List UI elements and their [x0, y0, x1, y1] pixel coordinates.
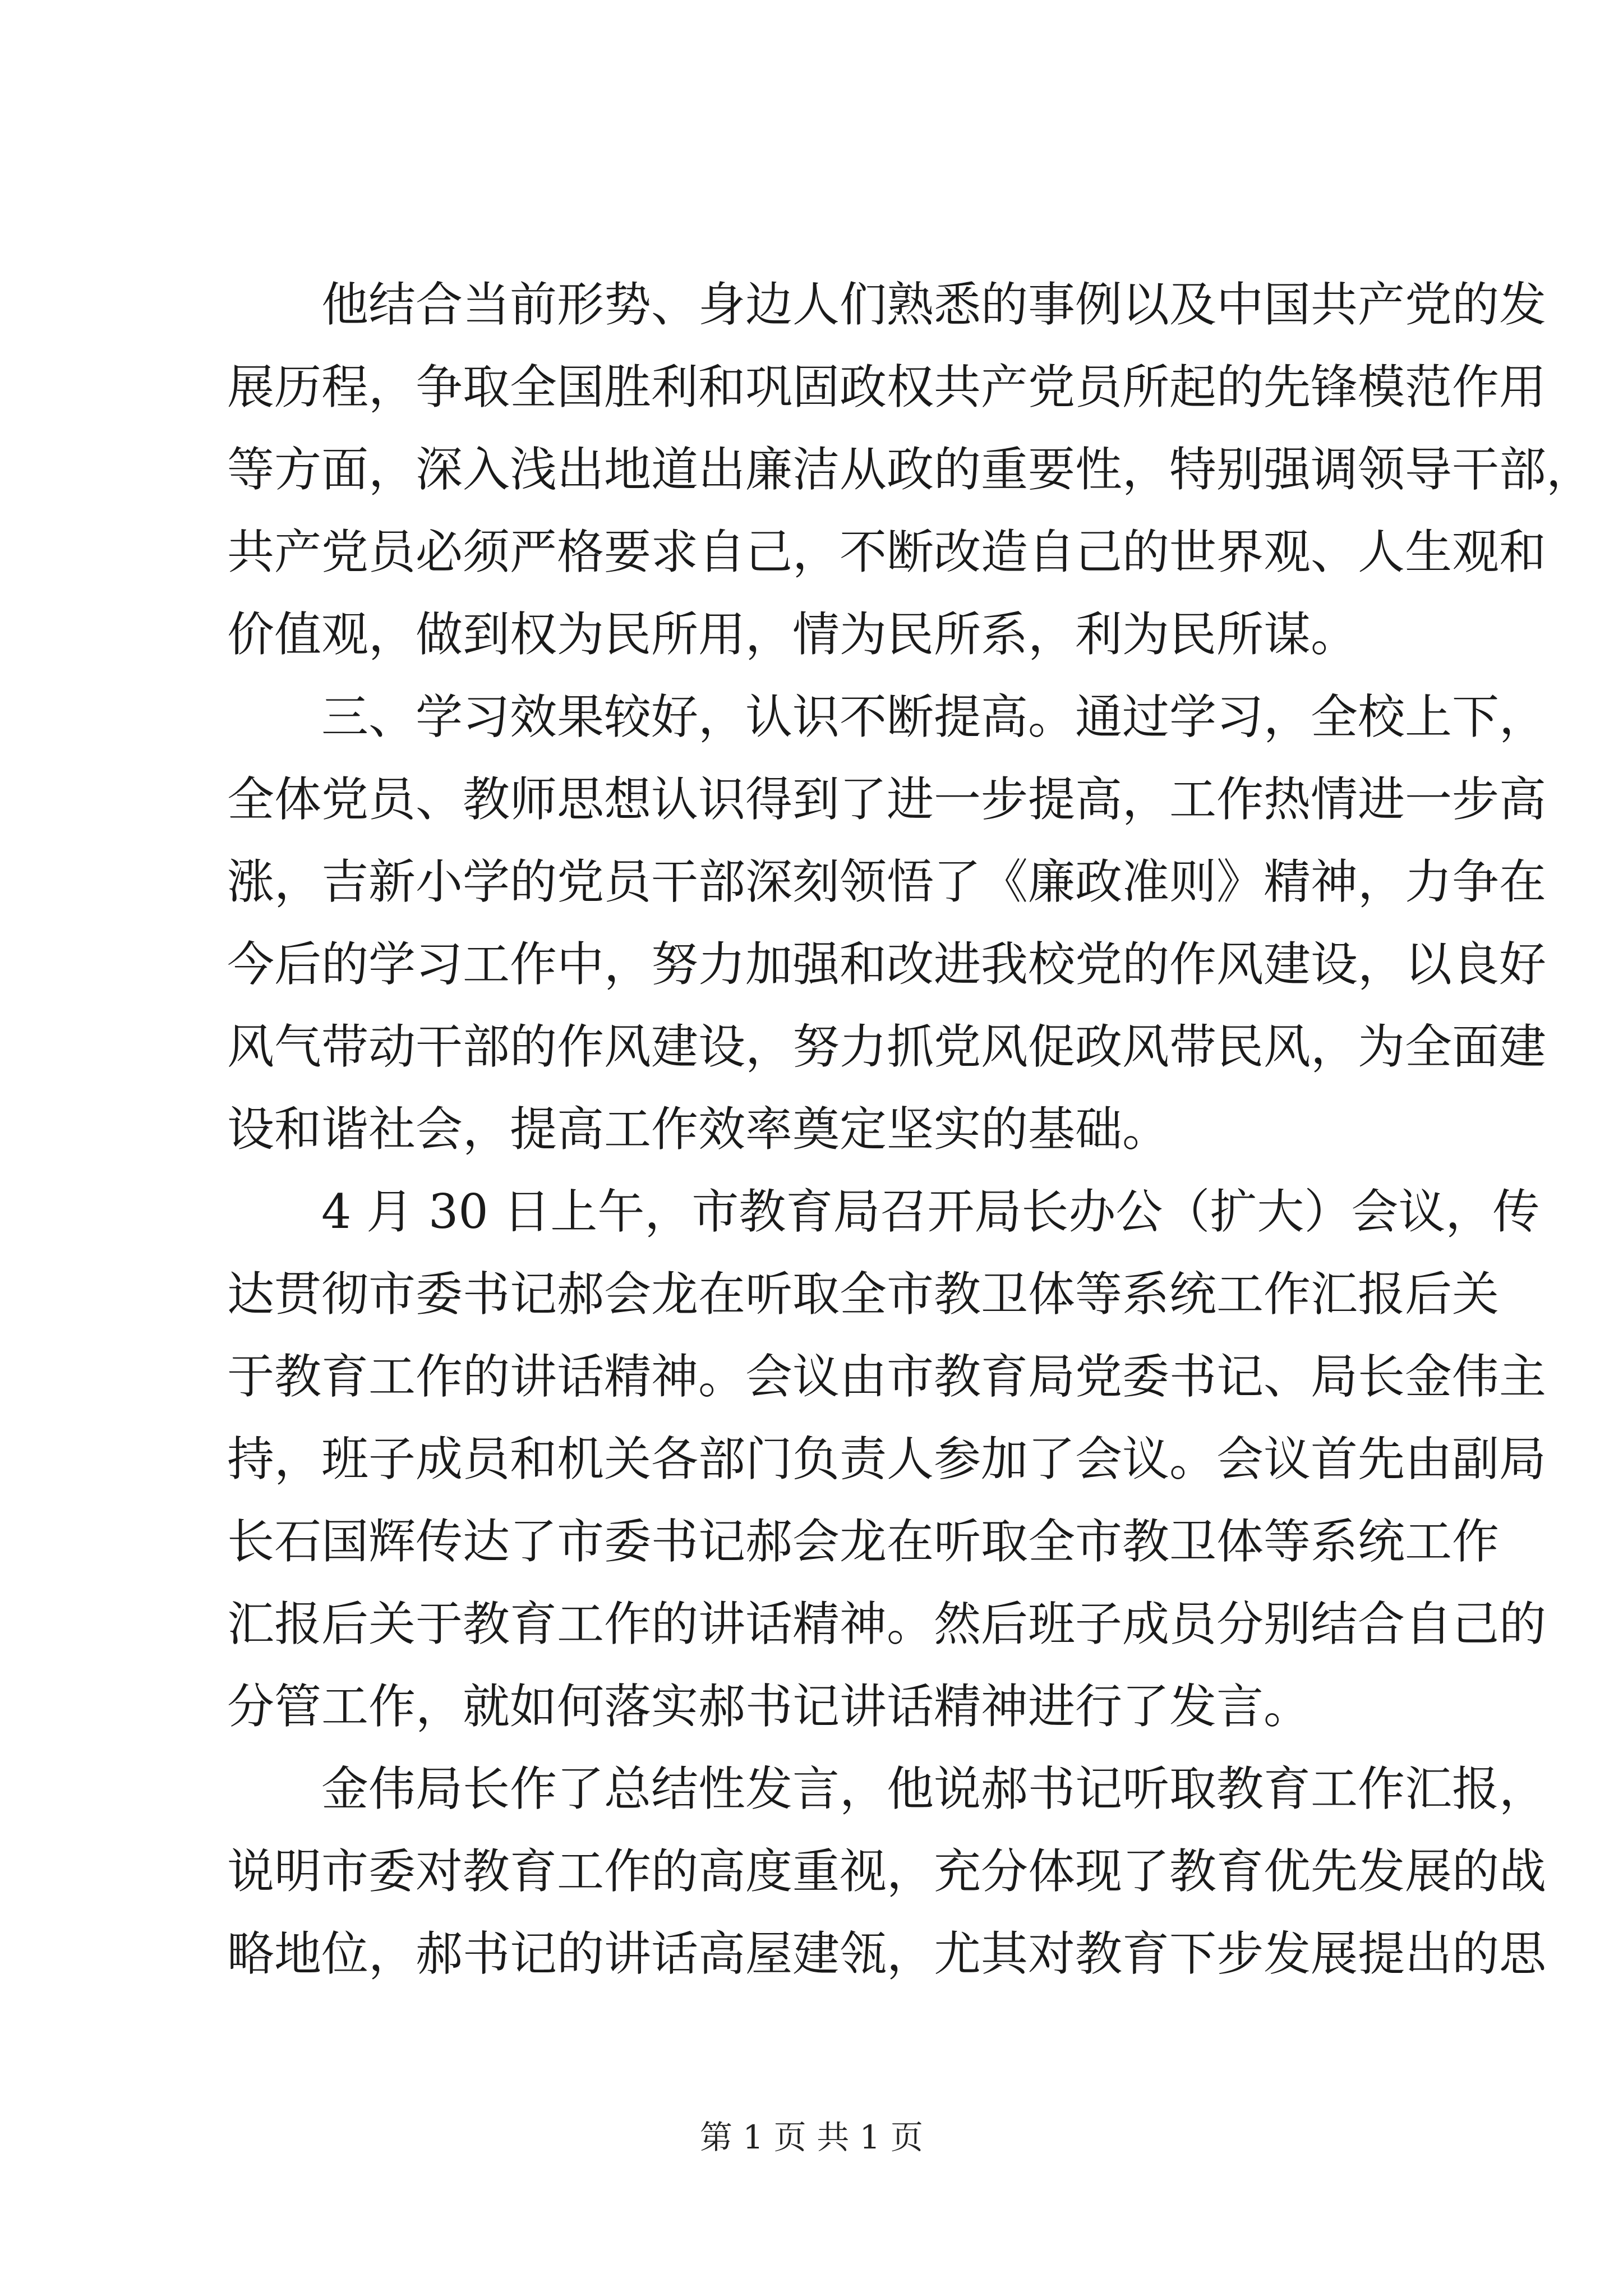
- text-line: 等方面，深入浅出地道出廉洁从政的重要性，特别强调领导干部，: [227, 442, 1594, 497]
- text-line: 设和谐社会，提高工作效率奠定坚实的基础。: [227, 1102, 1170, 1157]
- paragraph: [227, 1171, 1547, 1748]
- text-line: 长石国辉传达了市委书记郝会龙在听取全市教卫体等系统工作: [227, 1514, 1500, 1569]
- page-number-footer: 第 1 页 共 1 页: [700, 2118, 923, 2156]
- text-line: 分管工作，就如何落实郝书记讲话精神进行了发言。: [227, 1679, 1311, 1734]
- text-line: 于教育工作的讲话精神。会议由市教育局党委书记、局长金伟主: [227, 1349, 1547, 1404]
- text-line: 略地位，郝书记的讲话高屋建瓴，尤其对教育下步发展提出的思: [227, 1926, 1547, 1981]
- text-line: 4 月 30 日上午，市教育局召开局长办公（扩大）会议，传: [321, 1184, 1540, 1239]
- paragraph: [227, 1748, 1547, 1995]
- text-line: 持，班子成员和机关各部门负责人参加了会议。会议首先由副局: [227, 1432, 1547, 1487]
- text-line: 风气带动干部的作风建设，努力抓党风促政风带民风，为全面建: [227, 1019, 1547, 1074]
- text-line: 今后的学习工作中，努力加强和改进我校党的作风建设，以良好: [227, 937, 1547, 992]
- text-line: 展历程，争取全国胜利和巩固政权共产党员所起的先锋模范作用: [227, 360, 1547, 415]
- text-line: 价值观，做到权为民所用，情为民所系，利为民所谋。: [227, 607, 1358, 662]
- paragraph: [227, 264, 1594, 676]
- text-line: 全体党员、教师思想认识得到了进一步提高，工作热情进一步高: [227, 772, 1547, 827]
- text-line: 达贯彻市委书记郝会龙在听取全市教卫体等系统工作汇报后关: [227, 1267, 1500, 1322]
- text-line: 说明市委对教育工作的高度重视，充分体现了教育优先发展的战: [227, 1844, 1547, 1899]
- text-line: 金伟局长作了总结性发言，他说郝书记听取教育工作汇报，: [321, 1761, 1547, 1816]
- text-line: 共产党员必须严格要求自己，不断改造自己的世界观、人生观和: [227, 524, 1547, 579]
- text-line: 他结合当前形势、身边人们熟悉的事例以及中国共产党的发: [321, 277, 1547, 332]
- text-line: 涨，吉新小学的党员干部深刻领悟了《廉政准则》精神，力争在: [227, 854, 1547, 909]
- text-line: 汇报后关于教育工作的讲话精神。然后班子成员分别结合自己的: [227, 1596, 1547, 1651]
- document-body: [227, 264, 1594, 1995]
- text-line: 三、学习效果较好，认识不断提高。通过学习，全校上下，: [321, 689, 1547, 744]
- paragraph: [227, 676, 1547, 1171]
